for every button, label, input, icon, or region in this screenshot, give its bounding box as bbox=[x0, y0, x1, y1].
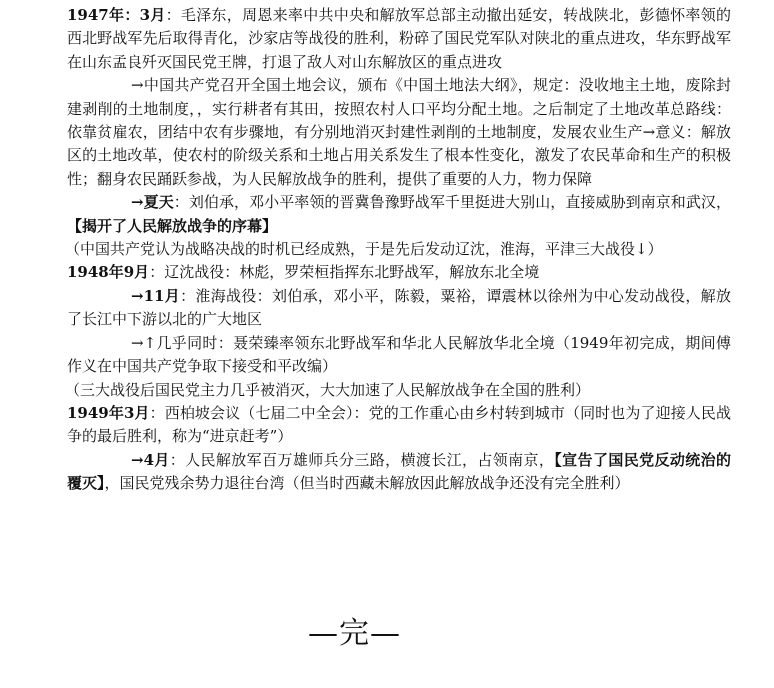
emphasis-text: 【揭开了人民解放战争的序幕】 bbox=[67, 216, 278, 235]
paragraph-summer bbox=[67, 191, 731, 238]
emphasis-text: 【宣告了国民党反动统治的覆灭】 bbox=[67, 450, 731, 493]
paragraph-text: ：毛泽东，周恩来率中共中央和解放军总部主动撤出延安，转战陕北，彭德怀率领的西北野战军先后取得青化，沙家店等战役的胜利，粉碎了国民党军队对陕北的重点进攻，华东野战军在山东孟良歼灭国民党王牌，打退了敌人对山东解放区的重点进攻 bbox=[67, 6, 731, 71]
date-heading: 1948年9月 bbox=[67, 263, 150, 282]
paragraph-text: ：西柏坡会议（七届二中全会）：党的工作重心由乡村转到城市（同时也为了迎接人民战争的最后胜利，称为“进京赶考”） bbox=[67, 403, 732, 446]
paragraph-1949-march bbox=[67, 402, 731, 449]
paragraph-text: ：辽沈战役：林彪，罗荣桓指挥东北野战军，解放东北全境 bbox=[149, 263, 540, 282]
paragraph-text: ：淮海战役：刘伯承，邓小平，陈毅，粟裕，谭震林以徐州为中心发动战役，解放了长江中下游以北的广大地区 bbox=[67, 286, 731, 329]
paragraph-text: （中国共产党认为战略决战的时机已经成熟，于是先后发动辽沈，淮海，平津三大战役↓） bbox=[65, 240, 663, 259]
paragraph-april bbox=[67, 449, 731, 496]
paragraph-text: →↑几乎同时：聂荣臻率领东北野战军和华北人民解放华北全境（1949年初完成，期间傅作义在中国共产党争取下接受和平改编） bbox=[67, 333, 731, 376]
paragraph-1948-september bbox=[67, 261, 731, 284]
paragraph-text: （三大战役后国民党主力几乎被消灭，大大加速了人民解放战争在全国的胜利） bbox=[65, 380, 591, 399]
date-heading: →4月 bbox=[131, 450, 170, 469]
paragraph-note-after-battles bbox=[65, 379, 731, 402]
date-heading: →11月 bbox=[131, 286, 181, 305]
date-heading: 1947年：3月 bbox=[67, 6, 166, 24]
end-marker: —完— bbox=[308, 616, 401, 651]
paragraph-november bbox=[67, 285, 731, 332]
paragraph-note-decisive-battles bbox=[65, 238, 731, 261]
paragraph-pingjin bbox=[67, 332, 731, 379]
paragraph-text: ：人民解放军百万雄师兵分三路，横渡长江，占领南京， bbox=[169, 450, 555, 469]
paragraph-text: ：刘伯承，邓小平率领的晋冀鲁豫野战军千里挺进大别山，直接威胁到南京和武汉， bbox=[173, 193, 731, 212]
paragraph-1947-march bbox=[67, 4, 731, 74]
paragraph-text: →中国共产党召开全国土地会议，颁布《中国土地法大纲》，规定：没收地主土地，废除封建剥削的土地制度，，实行耕者有其田，按照农村人口平均分配土地。之后制定了土地改革总路线：依靠贫雇农，团结中农有步骤地，有分别地消灭封建性剥削的土地制度，发展农业生产→意义：解放区的土地改革，使农村的阶级关系和土地占用关系发生了根本性变化，激发了农民革命和生产的积极性；翻身农民踊跃参战，为人民解放战争的胜利，提供了重要的人力，物力保障 bbox=[67, 76, 731, 188]
document-body bbox=[67, 4, 731, 496]
paragraph-text: ，国民党残余势力退往台湾（但当时西藏未解放因此解放战争还没有完全胜利） bbox=[104, 474, 630, 493]
date-heading: 1949年3月 bbox=[67, 403, 150, 422]
date-heading: →夏天 bbox=[131, 193, 174, 212]
paragraph-land-reform bbox=[67, 74, 731, 191]
